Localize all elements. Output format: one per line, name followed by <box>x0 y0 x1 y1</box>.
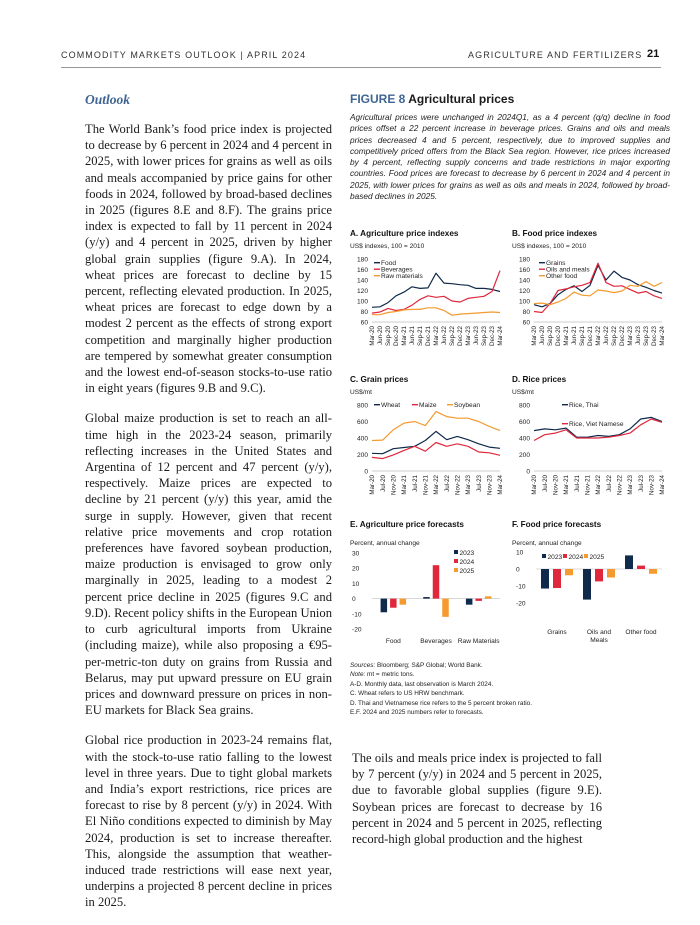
x-tick-label: Jun-20 <box>377 326 385 345</box>
y-tick-label: -10 <box>352 611 362 619</box>
bar <box>637 566 645 569</box>
y-tick-label: 60 <box>522 319 530 327</box>
chart-panel-b <box>512 229 672 389</box>
legend-label: 2024 <box>568 554 584 561</box>
x-tick-label: Jun-21 <box>409 326 417 345</box>
y-tick-label: 160 <box>356 267 368 274</box>
y-tick-label: 140 <box>518 277 530 285</box>
x-tick-label: Jun-20 <box>539 326 547 345</box>
paragraph-maize: Global maize production is set to reach an all-time high in the 2023-24 season, primarily reflecting increases in the United States and Argentina of 12 percent and 47 percent (y/y), respectively. Maize prices are expected to decline by 21 percent (y/y) this year, amid the surge in supply. However, given that recent relative price movements and crop rotation preferences have favored soybean production, maize production is envisaged to grow only marginally in 2025, leading to a modest 2 percent price decline in 2025 (figures 9.C and 9.D). Recent policy shifts in the European Union to curb agricultural imports from Ukraine (including maize), while also proposing a €95-per-metric-ton duty on grains from Russia and Belarus, may put upward pressure on EU grain prices and downward pressure on prices in non-EU markets for Black Sea grains. <box>85 411 332 718</box>
legend-label: 2024 <box>459 559 475 566</box>
y-tick-label: 800 <box>518 402 530 410</box>
x-tick-label: Nov-20 <box>390 475 398 495</box>
y-tick-label: 80 <box>360 309 368 316</box>
x-tick-label: Dec-20 <box>555 326 563 346</box>
chart-panel-c <box>350 375 505 515</box>
legend-label: Maize <box>419 402 437 409</box>
x-tick-label: Mar-20 <box>369 326 377 346</box>
x-category-label: Grains <box>547 629 567 636</box>
legend-label: Wheat <box>381 402 401 409</box>
y-tick-label: 60 <box>360 319 368 327</box>
x-tick-label: Jun-22 <box>441 326 449 345</box>
x-tick-label: Jun-22 <box>603 326 611 345</box>
chart-unit-label: Percent, annual change <box>512 540 582 547</box>
x-tick-label: Mar-21 <box>401 475 409 495</box>
left-column <box>85 92 332 925</box>
x-tick-label: Jun-21 <box>571 326 579 345</box>
header-rule <box>61 67 661 68</box>
y-tick-label: 100 <box>518 298 530 306</box>
y-tick-label: 0 <box>352 596 356 604</box>
x-tick-label: Nov-23 <box>486 475 494 495</box>
legend-label: 2025 <box>459 568 475 575</box>
y-tick-label: 100 <box>356 298 368 306</box>
bar <box>390 599 397 608</box>
bar <box>381 599 388 613</box>
x-category-label: Other food <box>625 629 657 636</box>
legend-label: Grains <box>546 260 566 267</box>
line-chart-a <box>350 249 510 389</box>
chart-unit-label: US$/mt <box>512 389 534 396</box>
x-tick-label: Jun-23 <box>635 326 643 345</box>
figure-number: FIGURE 8 <box>350 92 406 106</box>
x-tick-label: Dec-22 <box>619 326 627 346</box>
x-tick-label: Dec-22 <box>457 326 465 346</box>
x-category-label: Food <box>385 638 401 645</box>
bar <box>400 599 407 605</box>
y-tick-label: 140 <box>356 277 368 285</box>
x-tick-label: Mar-24 <box>497 326 505 346</box>
legend-label: Oils and meals <box>546 266 590 274</box>
legend-label: Other food <box>546 273 578 280</box>
x-tick-label: Jul-23 <box>637 475 645 492</box>
legend-label: Food <box>381 260 397 267</box>
figure-title-text: Agricultural prices <box>408 92 515 106</box>
x-tick-label: Mar-23 <box>465 326 473 346</box>
legend-label: 2023 <box>459 550 475 557</box>
sources-line: Sources: Bloomberg; S&P Global; World Bank. <box>350 662 483 669</box>
x-tick-label: Jul-21 <box>573 475 581 492</box>
y-tick-label: 0 <box>526 468 530 476</box>
chart-panel-e <box>350 520 505 655</box>
line-chart-c <box>350 395 510 520</box>
y-tick-label: -20 <box>516 600 526 608</box>
chart-unit-label: US$ indexes, 100 = 2010 <box>512 243 587 250</box>
x-category-label: Raw Materials <box>457 638 500 645</box>
x-tick-label: Mar-24 <box>659 475 667 495</box>
chart-title: D. Rice prices <box>512 375 567 384</box>
x-tick-label: Mar-22 <box>595 475 603 495</box>
y-tick-label: 160 <box>518 267 530 274</box>
y-tick-label: 80 <box>522 309 530 316</box>
paragraph-food-index: The World Bank’s food price index is projected to decrease by 6 percent in 2024 and 4 percent in 2025, with lower prices for grains as well as oils and meals accompanied by price gains for other foods in 2024, followed by broad-based declines in 2025 (figures 8.E and 8.F). The grains price index is expected to fall by 11 percent in 2024 (y/y) and 4 percent in 2025, driven by higher global grain supplies (figure 9.A). In 2024, wheat prices are forecast to decline by 15 percent, reflecting elevated production. In 2025, wheat prices are forecast to edge down by a modest 2 percent as the effects of strong export competition and marginally higher production are tempered by somewhat greater consumption and the lowest end-of-season stocks-to-use ratio in eight years (figures 9.B and 9.C). <box>85 122 332 396</box>
bar <box>553 569 561 588</box>
x-tick-label: Mar-22 <box>433 475 441 495</box>
x-tick-label: Dec-20 <box>393 326 401 346</box>
x-tick-label: Nov-22 <box>454 475 462 495</box>
bar <box>442 599 449 617</box>
legend-label: Beverages <box>381 266 413 274</box>
legend-label: Rice, Thai <box>569 402 599 409</box>
note-line: A-D. Monthly data, last observation is March 2024. <box>350 680 494 688</box>
legend-label: Rice, Viet Namese <box>569 421 624 428</box>
x-tick-label: Mar-20 <box>369 475 377 495</box>
x-tick-label: Dec-23 <box>651 326 659 346</box>
paragraph-rice: Global rice production in 2023-24 remains flat, with the stock-to-use ratio falling to the lowest level in three years. Due to tight global markets and India’s export restrictions, rice prices are forecast to rise by 8 percent (y/y) in 2024. With El Niño conditions expected to diminish by May 2024, production is set to increase thereafter. This, alongside the assumption that weather-induced trade restrictions will ease next year, underpins a projected 8 percent decline in prices in 2025. <box>85 733 332 910</box>
bar <box>607 569 615 578</box>
chart-panel-d <box>512 375 672 515</box>
legend-label: 2023 <box>547 554 563 561</box>
y-tick-label: 200 <box>356 452 368 459</box>
figure-caption: Agricultural prices were unchanged in 2024Q1, as a 4 percent (q/q) decline in food prices offset a 22 percent increase in beverage prices. Grains and oils and meals prices decreased 4 and 5 percent, respectively, due to improved supplies and competitively priced offers from the Black Sea region. However, rice prices increased by 4 percent, reflecting supply concerns and trade restrictions in major exporting countries. Food prices are forecast to decrease by 6 percent in 2024 and 4 percent in 2025, with lower prices for grains as well as oils and meals in 2024, followed by broad-based declines in 2025. <box>350 112 670 202</box>
chart-panel-f <box>512 520 672 655</box>
bar <box>565 569 573 575</box>
y-tick-label: 120 <box>356 288 368 295</box>
legend-label: Soybean <box>454 402 481 409</box>
y-tick-label: 400 <box>356 435 368 443</box>
x-tick-label: Jul-22 <box>605 475 613 492</box>
bar-chart-e <box>350 547 510 657</box>
chart-title: F. Food price forecasts <box>512 520 602 529</box>
x-tick-label: Nov-21 <box>584 475 592 495</box>
y-tick-label: 0 <box>364 468 368 476</box>
y-tick-label: 180 <box>356 256 368 264</box>
page-number: 21 <box>647 48 660 60</box>
x-tick-label: Dec-21 <box>425 326 433 346</box>
x-tick-label: Sep-23 <box>481 326 489 346</box>
x-category-label: Meals <box>590 637 608 644</box>
x-tick-label: Mar-24 <box>659 326 667 346</box>
note-line: Note: mt = metric tons. <box>350 671 415 679</box>
x-tick-label: Jul-20 <box>379 475 387 492</box>
figure-notes <box>350 661 670 717</box>
x-tick-label: Mar-21 <box>401 326 409 346</box>
bar-chart-f <box>512 547 677 662</box>
bar <box>433 565 440 598</box>
chart-title: B. Food price indexes <box>512 229 598 238</box>
y-tick-label: 600 <box>356 419 368 426</box>
bar <box>595 569 603 581</box>
bar <box>475 599 482 601</box>
x-tick-label: Mar-21 <box>563 475 571 495</box>
x-tick-label: Sep-21 <box>579 326 587 346</box>
legend-label: Raw materials <box>381 273 423 280</box>
y-tick-label: 200 <box>518 452 530 459</box>
x-tick-label: Mar-20 <box>531 326 539 346</box>
chart-unit-label: Percent, annual change <box>350 540 420 547</box>
note-line: E.F. 2024 and 2025 numbers refer to forecasts. <box>350 709 484 717</box>
y-tick-label: 400 <box>518 435 530 443</box>
y-tick-label: -20 <box>352 626 362 634</box>
x-tick-label: Nov-23 <box>648 475 656 495</box>
y-tick-label: 600 <box>518 419 530 426</box>
x-tick-label: Mar-23 <box>627 475 635 495</box>
series-line <box>534 282 662 305</box>
x-tick-label: Nov-20 <box>552 475 560 495</box>
x-tick-label: Jul-22 <box>443 475 451 492</box>
x-tick-label: Jun-23 <box>473 326 481 345</box>
x-tick-label: Sep-23 <box>643 326 651 346</box>
bar <box>423 597 430 599</box>
x-tick-label: Mar-23 <box>627 326 635 346</box>
x-category-label: Oils and <box>586 629 612 636</box>
series-line <box>372 412 500 441</box>
x-tick-label: Mar-22 <box>433 326 441 346</box>
x-tick-label: Mar-24 <box>497 475 505 495</box>
x-tick-label: Jul-21 <box>411 475 419 492</box>
running-header-right: AGRICULTURE AND FERTILIZERS <box>468 50 643 60</box>
line-chart-d <box>512 395 672 520</box>
y-tick-label: 120 <box>518 288 530 295</box>
x-tick-label: Mar-21 <box>563 326 571 346</box>
chart-panel-a <box>350 229 505 389</box>
x-tick-label: Jul-23 <box>475 475 483 492</box>
x-tick-label: Mar-22 <box>595 326 603 346</box>
y-tick-label: -10 <box>516 583 526 591</box>
figure-title <box>350 92 670 106</box>
bar <box>541 569 549 589</box>
section-heading-outlook: Outlook <box>85 92 131 107</box>
x-tick-label: Jul-20 <box>541 475 549 492</box>
y-tick-label: 10 <box>352 580 360 588</box>
x-tick-label: Dec-23 <box>489 326 497 346</box>
chart-title: E. Agriculture price forecasts <box>350 520 464 529</box>
note-line: D. Thai and Vietnamese rice refers to the 5 percent broken ratio. <box>350 699 532 707</box>
chart-unit-label: US$ indexes, 100 = 2010 <box>350 243 425 250</box>
bar <box>466 599 473 605</box>
chart-title: C. Grain prices <box>350 375 409 384</box>
bar <box>583 569 591 600</box>
y-tick-label: 20 <box>352 565 360 573</box>
bar <box>649 569 657 574</box>
x-tick-label: Nov-22 <box>616 475 624 495</box>
x-tick-label: Sep-20 <box>385 326 393 346</box>
y-tick-label: 30 <box>352 550 360 558</box>
x-tick-label: Sep-22 <box>611 326 619 346</box>
note-line: C. Wheat refers to US HRW benchmark. <box>350 690 465 698</box>
y-tick-label: 0 <box>516 566 520 574</box>
chart-title: A. Agriculture price indexes <box>350 229 459 238</box>
line-chart-b <box>512 249 672 389</box>
bar <box>625 555 633 569</box>
y-tick-label: 10 <box>516 549 524 557</box>
x-tick-label: Mar-20 <box>531 475 539 495</box>
x-tick-label: Mar-23 <box>465 475 473 495</box>
x-category-label: Beverages <box>420 638 452 645</box>
running-header-left: COMMODITY MARKETS OUTLOOK | APRIL 2024 <box>61 50 307 60</box>
bar <box>485 596 492 598</box>
paragraph-oils-meals: The oils and meals price index is projected to fall by 7 percent (y/y) in 2024 and 5 percent in 2025, due to favorable global supplies (figure 9.E). Soybean prices are forecast to decrease by 16 percent in 2024 and 5 percent in 2025, reflecting record-high global production and the highest <box>352 751 602 847</box>
x-tick-label: Sep-22 <box>449 326 457 346</box>
y-tick-label: 180 <box>518 256 530 264</box>
x-tick-label: Nov-21 <box>422 475 430 495</box>
figure-8 <box>350 92 670 202</box>
right-column <box>352 750 602 861</box>
chart-unit-label: US$/mt <box>350 389 372 396</box>
x-tick-label: Sep-21 <box>417 326 425 346</box>
legend-label: 2025 <box>589 554 605 561</box>
x-tick-label: Dec-21 <box>587 326 595 346</box>
y-tick-label: 800 <box>356 402 368 410</box>
x-tick-label: Sep-20 <box>547 326 555 346</box>
